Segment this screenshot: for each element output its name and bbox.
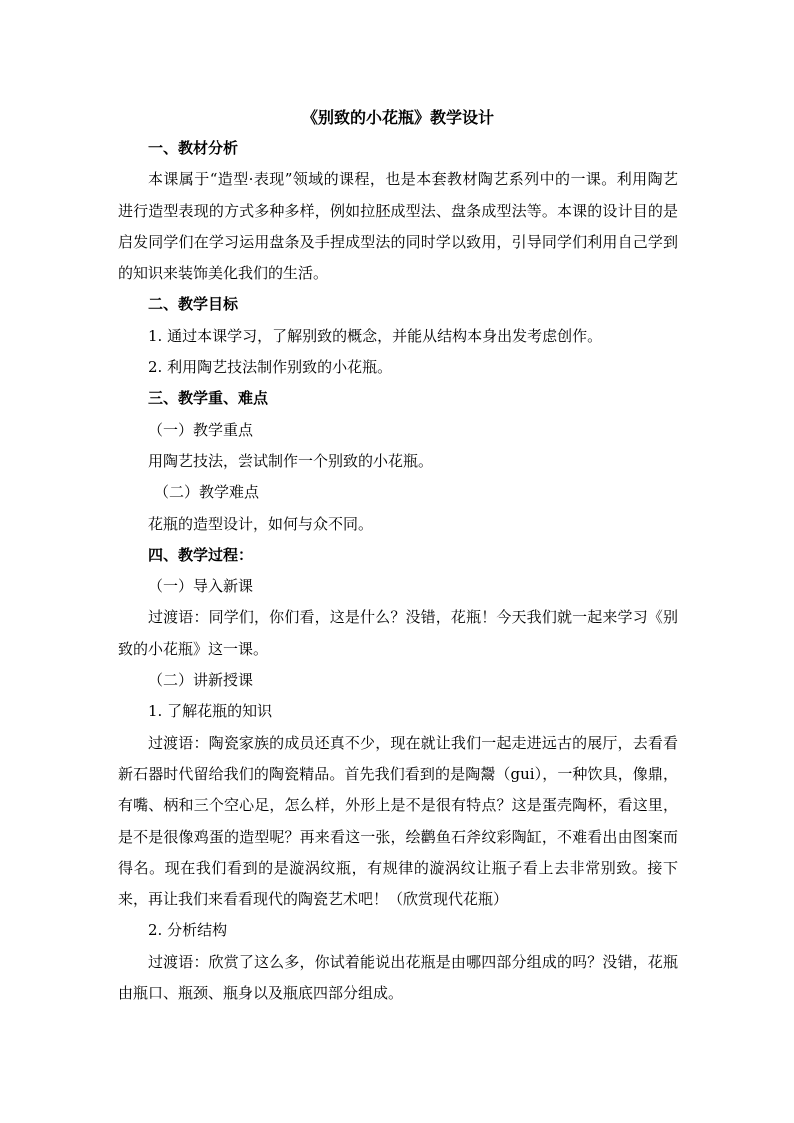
step1-label: （一）导入新课: [148, 577, 254, 596]
sub1-paragraph: 过渡语：陶瓷家族的成员还真不少，现在就让我们一起走进远古的展厅，去看看新石器时代留给我们的陶瓷精品。首先我们看到的是陶鬶（gui），一种饮具，像鼎，有嘴、柄和三个空心足，怎么样，外形上是不是很有特点？这是蛋壳陶杯，看这里，是不是很像鸡蛋的造型呢？再来看这一张，绘鹳鱼石斧纹彩陶缸，不难看出由图案而得名。现在我们看到的是漩涡纹瓶，有规律的漩涡纹让瓶子看上去非常别致。接下来，再让我们来看看现代的陶瓷艺术吧！（欣赏现代花瓶）: [118, 733, 678, 909]
teaching-goal-2: 2. 利用陶艺技法制作别致的小花瓶。: [148, 358, 393, 377]
section-heading-teaching-process: 四、教学过程：: [148, 545, 254, 564]
sub2-label: 2. 分析结构: [148, 921, 228, 940]
section-heading-material-analysis: 一、教材分析: [148, 139, 239, 157]
step2-label: （二）讲新授课: [148, 671, 254, 690]
focus-text: 用陶艺技法，尝试制作一个别致的小花瓶。: [148, 451, 434, 470]
document-title: 《别致的小花瓶》教学设计: [301, 108, 494, 127]
difficulty-text: 花瓶的造型设计，如何与众不同。: [148, 514, 374, 533]
section-heading-key-points: 三、教学重、难点: [148, 389, 269, 408]
difficulty-label: （二）教学难点: [154, 483, 260, 502]
step1-paragraph: 过渡语：同学们，你们看，这是什么？没错，花瓶！今天我们就一起来学习《别致的小花瓶》这一课。: [118, 608, 678, 658]
section-heading-teaching-goals: 二、教学目标: [148, 295, 239, 314]
document-body: [118, 103, 678, 1009]
focus-label: （一）教学重点: [148, 420, 254, 439]
teaching-goal-1: 1. 通过本课学习，了解别致的概念，并能从结构本身出发考虑创作。: [148, 326, 603, 345]
material-analysis-paragraph: 本课属于“造型·表现”领域的课程，也是本套教材陶艺系列中的一课。利用陶艺进行造型表现的方式多种多样，例如拉胚成型法、盘条成型法等。本课的设计目的是启发同学们在学习运用盘条及手捏成型法的同时学以致用，引导同学们利用自己学到的知识来装饰美化我们的生活。: [118, 170, 678, 283]
sub2-paragraph: 过渡语：欣赏了这么多，你试着能说出花瓶是由哪四部分组成的吗？没错，花瓶由瓶口、瓶颈、瓶身以及瓶底四部分组成。: [118, 952, 678, 1003]
sub1-label: 1. 了解花瓶的知识: [148, 702, 273, 721]
